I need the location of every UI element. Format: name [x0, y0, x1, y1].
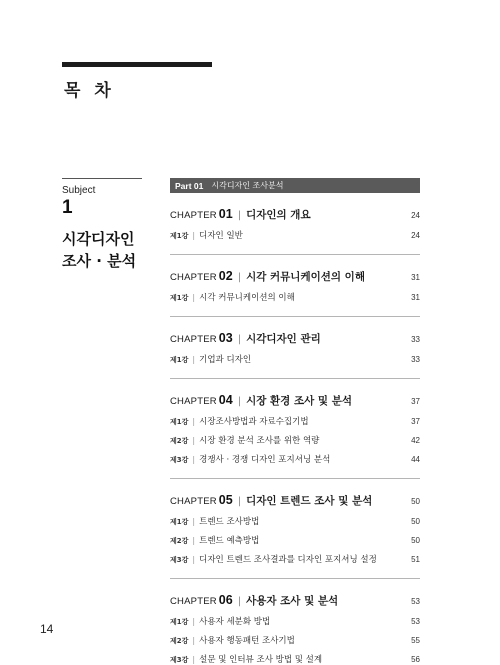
chapter-list: [170, 193, 420, 665]
lesson-page: 51: [411, 555, 420, 564]
lesson-title: 디자인 트렌드 조사결과를 디자인 포지셔닝 설정: [199, 555, 377, 565]
chapter-block: [170, 317, 420, 379]
chapter-title: 시각 커뮤니케이션의 이해: [246, 271, 365, 283]
chapter-block: [170, 479, 420, 579]
chapter-title: 사용자 조사 및 분석: [246, 595, 339, 607]
lesson-row[interactable]: [170, 353, 420, 366]
chapter-page: 24: [411, 211, 420, 220]
subject-block: [62, 178, 142, 272]
lesson-separator: |: [192, 617, 196, 626]
lesson-row[interactable]: [170, 434, 420, 447]
lesson-separator: |: [192, 436, 196, 445]
chapter-number: 05: [218, 493, 233, 507]
chapter-word: CHAPTER: [170, 396, 217, 407]
lesson-label: 제1강: [170, 232, 189, 240]
chapter-page: 31: [411, 273, 420, 282]
lesson-title: 시각 커뮤니케이션의 이해: [199, 293, 295, 303]
part-number: Part 01: [175, 180, 204, 191]
lesson-label: 제1강: [170, 294, 189, 302]
part-header: [170, 178, 420, 193]
chapter-block: [170, 379, 420, 479]
lesson-label: 제3강: [170, 556, 189, 564]
lesson-label: 제1강: [170, 618, 189, 626]
part-title: 시각디자인 조사분석: [211, 181, 284, 190]
lesson-row[interactable]: [170, 553, 420, 566]
chapter-separator: |: [237, 596, 242, 607]
chapter-page: 37: [411, 397, 420, 406]
lesson-row[interactable]: [170, 291, 420, 304]
lesson-title: 시장 환경 분석 조사를 위한 역량: [199, 436, 320, 446]
lesson-separator: |: [192, 231, 196, 240]
subject-title-line2: 조사 · 분석: [62, 252, 137, 270]
lesson-title: 설문 및 인터뷰 조사 방법 및 설계: [199, 655, 323, 665]
chapter-row[interactable]: [170, 269, 420, 285]
subject-number: 1: [62, 197, 73, 218]
toc-list: [170, 178, 420, 665]
chapter-block: [170, 255, 420, 317]
lesson-page: 44: [411, 455, 420, 464]
chapter-title: 디자인의 개요: [246, 209, 311, 221]
lesson-title: 디자인 일반: [199, 231, 243, 241]
chapter-word: CHAPTER: [170, 272, 217, 283]
lesson-label: 제1강: [170, 418, 189, 426]
chapter-row[interactable]: [170, 207, 420, 223]
chapter-row[interactable]: [170, 393, 420, 409]
lesson-title: 경쟁사 · 경쟁 디자인 포지셔닝 분석: [199, 455, 331, 465]
lesson-page: 50: [411, 517, 420, 526]
lesson-title: 시장조사방법과 자료수집기법: [199, 417, 309, 427]
chapter-row[interactable]: [170, 593, 420, 609]
page-number: 14: [40, 622, 54, 636]
toc-title: 목 차: [64, 81, 115, 101]
title-rule: [62, 62, 212, 67]
lesson-label: 제2강: [170, 637, 189, 645]
subject-rule: [62, 178, 142, 179]
chapter-word: CHAPTER: [170, 334, 217, 345]
lesson-row[interactable]: [170, 229, 420, 242]
chapter-number: 02: [218, 269, 233, 283]
chapter-separator: |: [237, 396, 242, 407]
chapter-title: 디자인 트렌드 조사 및 분석: [246, 495, 373, 507]
lesson-page: 53: [411, 617, 420, 626]
lesson-page: 42: [411, 436, 420, 445]
lesson-title: 트렌드 조사방법: [199, 517, 260, 527]
lesson-separator: |: [192, 555, 196, 564]
chapter-separator: |: [237, 210, 242, 221]
lesson-separator: |: [192, 517, 196, 526]
chapter-title: 시장 환경 조사 및 분석: [246, 395, 352, 407]
lesson-page: 24: [411, 231, 420, 240]
lesson-row[interactable]: [170, 534, 420, 547]
lesson-title: 트렌드 예측방법: [199, 536, 260, 546]
chapter-page: 33: [411, 335, 420, 344]
lesson-title: 사용자 세분화 방법: [199, 617, 271, 627]
subject-label: Subject: [62, 185, 96, 196]
chapter-word: CHAPTER: [170, 496, 217, 507]
chapter-title: 시각디자인 관리: [246, 333, 321, 345]
lesson-separator: |: [192, 455, 196, 464]
chapter-number: 03: [218, 331, 233, 345]
lesson-label: 제2강: [170, 437, 189, 445]
lesson-separator: |: [192, 655, 196, 664]
lesson-row[interactable]: [170, 615, 420, 628]
lesson-separator: |: [192, 355, 196, 364]
lesson-label: 제3강: [170, 456, 189, 464]
lesson-page: 56: [411, 655, 420, 664]
chapter-separator: |: [237, 496, 242, 507]
chapter-number: 06: [218, 593, 233, 607]
lesson-label: 제1강: [170, 356, 189, 364]
lesson-title: 기업과 디자인: [199, 355, 252, 365]
chapter-block: [170, 579, 420, 665]
lesson-separator: |: [192, 536, 196, 545]
lesson-label: 제2강: [170, 537, 189, 545]
chapter-word: CHAPTER: [170, 596, 217, 607]
lesson-separator: |: [192, 417, 196, 426]
lesson-row[interactable]: [170, 634, 420, 647]
lesson-page: 55: [411, 636, 420, 645]
chapter-page: 50: [411, 497, 420, 506]
chapter-number: 01: [218, 207, 233, 221]
lesson-page: 31: [411, 293, 420, 302]
chapter-row[interactable]: [170, 331, 420, 347]
lesson-label: 제3강: [170, 656, 189, 664]
lesson-row[interactable]: [170, 515, 420, 528]
chapter-number: 04: [218, 393, 233, 407]
lesson-row[interactable]: [170, 453, 420, 466]
lesson-page: 37: [411, 417, 420, 426]
chapter-separator: |: [237, 334, 242, 345]
subject-title: [62, 228, 142, 272]
chapter-separator: |: [237, 272, 242, 283]
lesson-page: 50: [411, 536, 420, 545]
chapter-row[interactable]: [170, 493, 420, 509]
lesson-separator: |: [192, 636, 196, 645]
chapter-block: [170, 193, 420, 255]
subject-title-line1: 시각디자인: [62, 230, 135, 248]
lesson-label: 제1강: [170, 518, 189, 526]
lesson-title: 사용자 행동패턴 조사기법: [199, 636, 295, 646]
lesson-separator: |: [192, 293, 196, 302]
chapter-word: CHAPTER: [170, 210, 217, 221]
lesson-row[interactable]: [170, 653, 420, 665]
lesson-page: 33: [411, 355, 420, 364]
lesson-row[interactable]: [170, 415, 420, 428]
chapter-page: 53: [411, 597, 420, 606]
